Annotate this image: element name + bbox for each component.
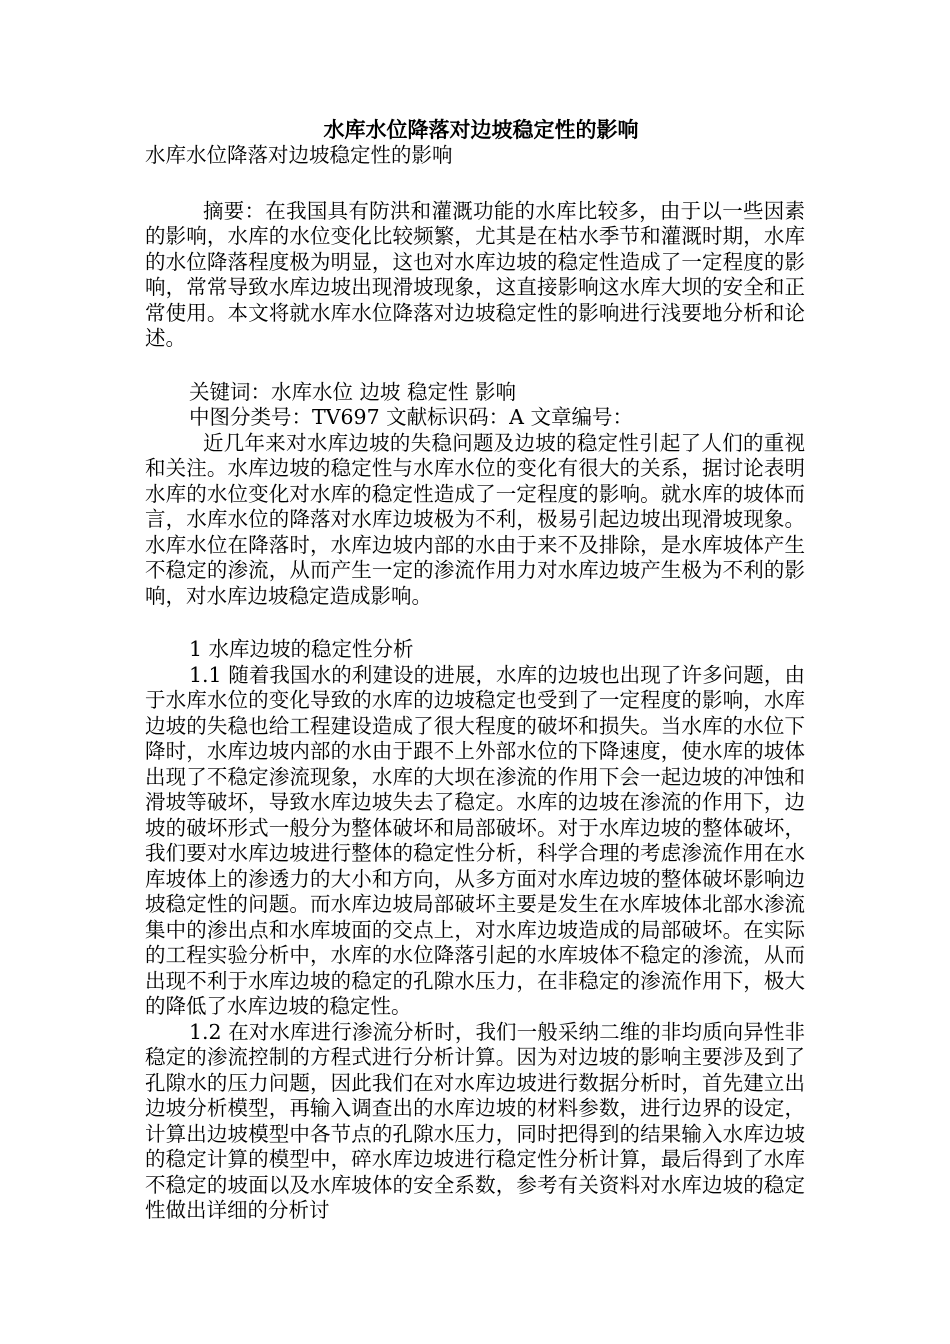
section-heading: 1 水库边坡的稳定性分析 [189,637,414,661]
classification-line: 中图分类号：TV697 文献标识码：A 文章编号： [189,405,633,429]
spacer [145,352,805,380]
spacer [145,609,805,637]
document-page [145,117,805,1224]
document-subtitle: 水库水位降落对边坡稳定性的影响 [145,143,453,167]
intro-paragraph: 近几年来对水库边坡的失稳问题及边坡的稳定性引起了人们的重视和关注。水库边坡的稳定性与水库水位的变化有很大的关系，据讨论表明水库的水位变化对水库的稳定性造成了一定程度的影响。就水库的坡体而言，水库水位的降落对水库边坡极为不利，极易引起边坡出现滑坡现象。水库水位在降落时，水库边坡内部的水由于来不及排除，是水库坡体产生不稳定的渗流，从而产生一定的渗流作用力对水库边坡产生极为不利的影响，对水库边坡稳定造成影响。 [145,430,805,608]
section-1-1-paragraph: 1.1 随着我国水的利建设的进展，水库的边坡也出现了许多问题，由于水库水位的变化导致的水库的边坡稳定也受到了一定程度的影响，水库边坡的失稳也给工程建设造成了很大程度的破坏和损失。当水库的水位下降时，水库边坡内部的水由于跟不上外部水位的下降速度，使水库的坡体出现了不稳定渗流现象，水库的大坝在渗流的作用下会一起边坡的冲蚀和滑坡等破坏，导致水库边坡失去了稳定。水库的边坡在渗流的作用下，边坡的破坏形式一般分为整体破坏和局部破坏。对于水库边坡的整体破坏，我们要对水库边坡进行整体的稳定性分析，科学合理的考虑渗流作用在水库坡体上的渗透力的大小和方向，从多方面对水库边坡的整体破坏影响边坡稳定性的问题。而水库边坡局部破坏主要是发生在水库坡体北部水渗流集中的渗出点和水库坡面的交点上，对水库边坡造成的局部破坏。在实际的工程实验分析中，水库的水位降落引起的水库坡体不稳定的渗流，从而出现不利于水库边坡的稳定的孔隙水压力，在非稳定的渗流作用下，极大的降低了水库边坡的稳定性。 [145,662,805,1018]
abstract-paragraph: 摘要：在我国具有防洪和灌溉功能的水库比较多，由于以一些因素的影响，水库的水位变化比较频繁，尤其是在枯水季节和灌溉时期，水库的水位降落程度极为明显，这也对水库边坡的稳定性造成了一定程度的影响，常常导致水库边坡出现滑坡现象，这直接影响这水库大坝的安全和正常使用。本文将就水库水位降落对边坡稳定性的影响进行浅要地分析和论述。 [145,198,805,350]
keywords-line: 关键词：水库水位 边坡 稳定性 影响 [189,379,517,404]
document-title: 水库水位降落对边坡稳定性的影响 [323,117,639,142]
section-1-2-paragraph: 1.2 在对水库进行渗流分析时，我们一般采纳二维的非均质向异性非稳定的渗流控制的方程式进行分析计算。因为对边坡的影响主要涉及到了孔隙水的压力问题，因此我们在对水库边坡进行数据分析时，首先建立出边坡分析模型，再输入调查出的水库边坡的材料参数，进行边界的设定，计算出边坡模型中各节点的孔隙水压力，同时把得到的结果输入水库边坡的稳定计算的模型中，碎水库边坡进行稳定性分析计算，最后得到了水库不稳定的坡面以及水库坡体的安全系数，参考有关资料对水库边坡的稳定性做出详细的分析讨 [145,1019,805,1222]
spacer [145,169,805,199]
